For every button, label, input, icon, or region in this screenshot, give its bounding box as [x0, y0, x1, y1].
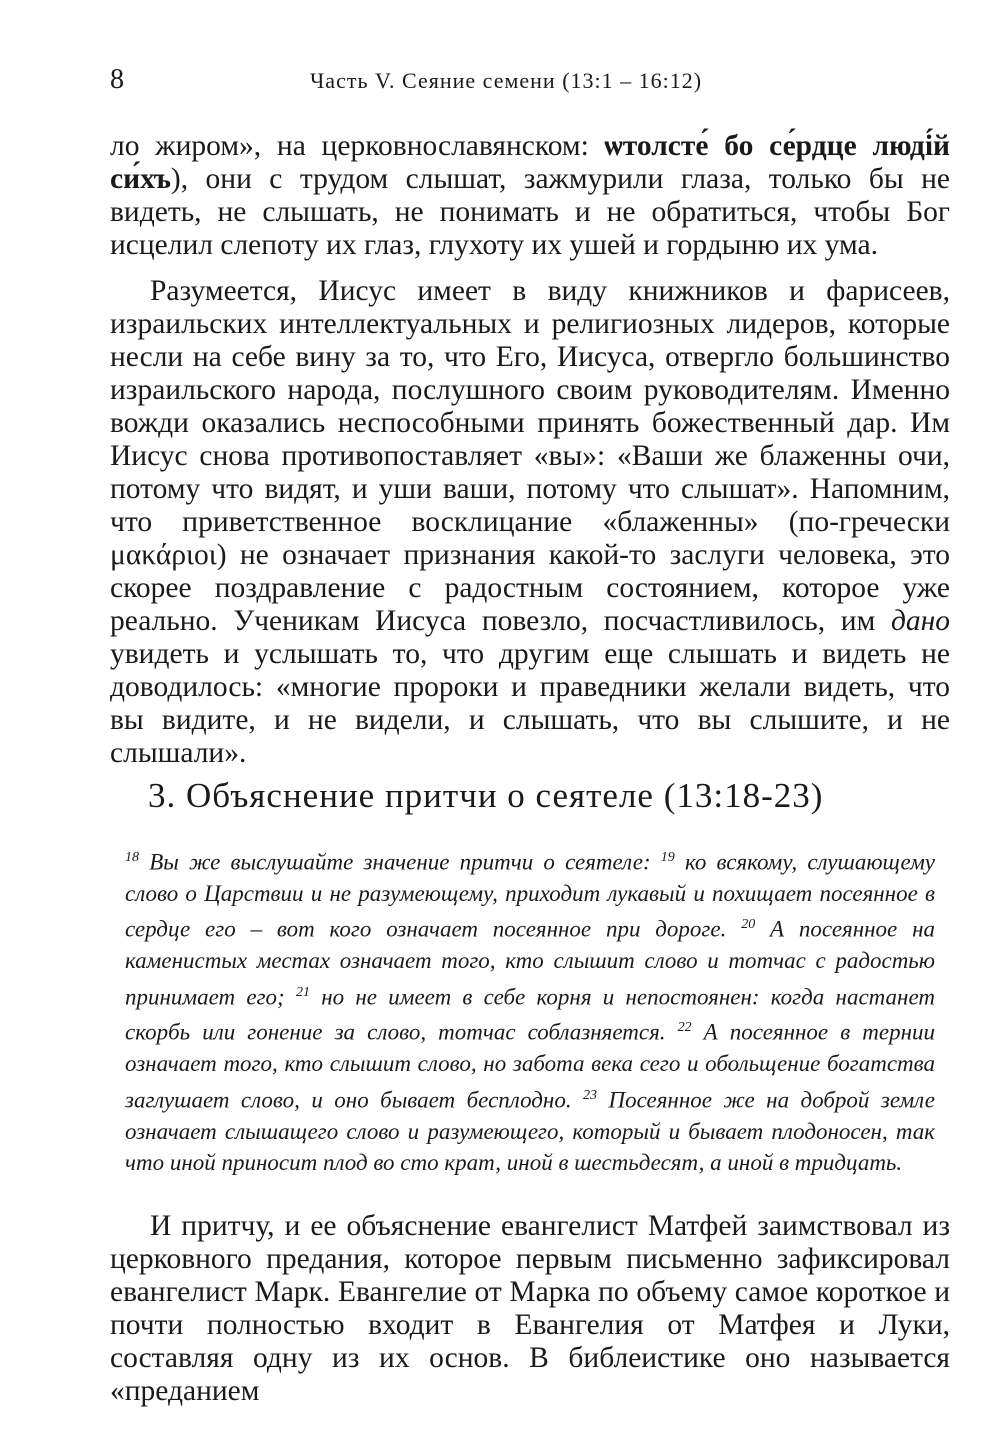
running-title: Часть V. Сеяние семени (13:1 – 16:12) — [310, 68, 703, 93]
verse-21: но не имеет в себе корня и непостоянен: когда настанет скорбь или гонение за слово, тотчас соблазняется. — [125, 984, 935, 1046]
verse-18: Вы же выслушайте значение притчи о сеятеле: — [139, 849, 661, 875]
emphasis-word: дано — [890, 605, 950, 637]
running-head — [110, 64, 950, 104]
verse-23: Посеянное же на доброй земле означает слышащего слово и разумеющего, который и бывает плодоносен, так что иной приносит плод во сто крат, иной в шестьдесят, а иной в тридцать. — [125, 1087, 935, 1175]
verse-number: 19 — [660, 850, 675, 865]
paragraph-1-text-a: ло жиром», на церковнославянском: — [110, 130, 605, 162]
verse-number: 22 — [677, 1020, 692, 1036]
verse-number: 20 — [741, 917, 756, 933]
section-heading: 3. Объяснение притчи о сеятеле (13:18-23) — [148, 776, 824, 815]
paragraph-2-text-b: ) не означает признания какой-то заслуги человека, это скорее поздравление с радостным состоянием, которое уже реально. Ученикам Иисуса повезло, посчастливилось, им — [110, 539, 950, 637]
verse-number: 21 — [295, 984, 310, 1000]
verse-19: ко всякому, слушающему слово о Царствии и не разумеющему, приходит лукавый и похищает посеянное в сердце его – вот кого означает посеянное при дороге. — [125, 849, 935, 942]
paragraph-2-text-c: увидеть и услышать то, что другим еще слышать и видеть не доводилось: «многие пророки и праведники желали видеть, что вы видите, и не видели, и слышать, что вы слышите, и не слышали». — [110, 638, 950, 769]
verse-20: А посеянное на каменистых местах означает того, кто слышит слово и тотчас с радостью принимает его; — [125, 916, 935, 1010]
greek-word: μακάριοι — [110, 539, 217, 571]
paragraph-3-text: И притчу, и ее объяснение евангелист Матфей заимствовал из церковного предания, которое первым письменно зафиксировал евангелист Марк. Евангелие от Марка по объему самое короткое и почти полностью входит в Евангелия от Матфея и Луки, составляя одну из их основ. В библеистике оно называется «преданием — [110, 1210, 950, 1407]
page-number: 8 — [110, 64, 124, 95]
paragraph-3 — [110, 1210, 950, 1408]
paragraph-2-text-a: Разумеется, Иисус имеет в виду книжников и фарисеев, израильских интеллектуальных и религиозных лидеров, которые несли на себе вину за то, что Его, Иисуса, отвергло большинство израильского народа, послушного своим руководителям. Именно вожди оказались неспособными принять божественный дар. Им Иисус снова противопоставляет «вы»: «Ваши же блаженны очи, потому что видят, и уши ваши, потому что слышат». Напомним, что приветственное восклицание «блаженны» (по-гречески — [110, 275, 950, 538]
paragraph-2 — [110, 275, 950, 770]
scripture-quote — [125, 842, 935, 1178]
verse-number: 23 — [583, 1087, 598, 1103]
paragraph-1 — [110, 130, 950, 262]
verse-number: 18 — [125, 850, 139, 865]
church-slavonic-quote: ѡтолсте́ бо се́рдце люді́й си́хъ — [110, 130, 951, 195]
paragraph-1-text-b: ), они с трудом слышат, зажмурили глаза, только бы не видеть, не слышать, не понимать и не обратиться, чтобы Бог исцелил слепоту их глаз, глухоту их ушей и гордыню их ума. — [110, 163, 950, 261]
verse-22: А посеянное в тернии означает того, кто слышит слово, но забота века сего и обольщение богатства заглушает слово, и оно бывает бесплодно. — [125, 1020, 935, 1113]
